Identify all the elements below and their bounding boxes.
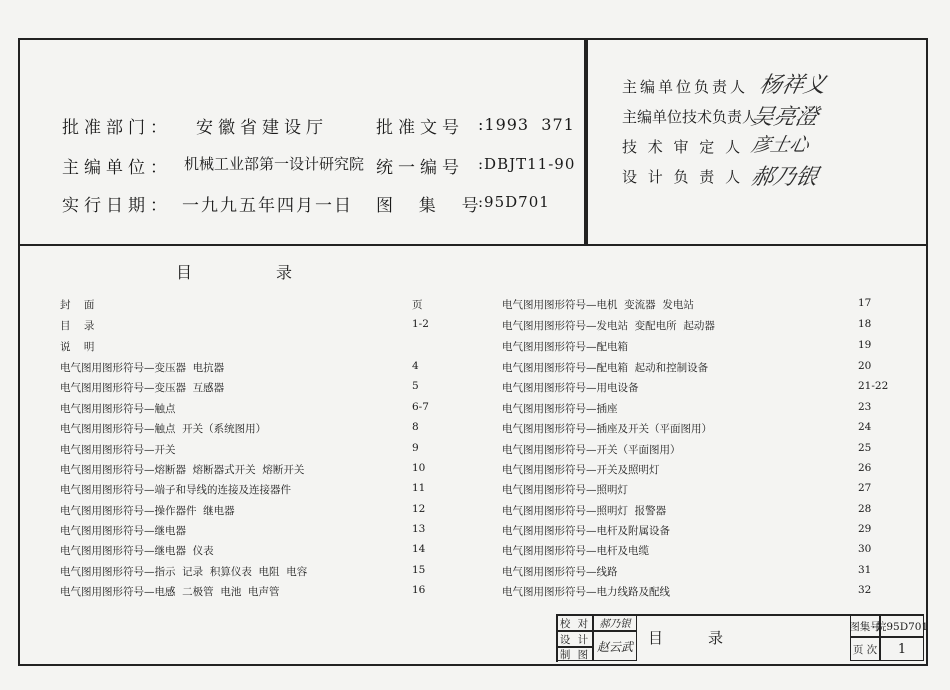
toc-left-name-0: 封 面: [60, 299, 95, 311]
approval-docno-label: 批准文号: [376, 118, 464, 138]
toc-right-page-12: 30: [858, 543, 872, 555]
toc-left-page-8: 10: [412, 462, 426, 474]
titleblock-title-2: 录: [708, 629, 724, 647]
approval-date-label: 实行日期：: [62, 196, 172, 216]
responsible-label-3: 技 术 审 定 人: [622, 138, 744, 156]
approval-code-value: :DBJT11-90: [478, 155, 576, 173]
toc-right-page-7: 25: [858, 442, 872, 454]
toc-left-name-11: 电气图用图形符号—继电器: [60, 525, 186, 537]
toc-right-page-4: 21-22: [858, 380, 889, 392]
toc-left-name-9: 电气图用图形符号—端子和导线的连接及连接器件: [60, 484, 291, 496]
toc-right-name-5: 电气图用图形符号—插座: [502, 403, 618, 415]
toc-right-page-1: 18: [858, 318, 872, 330]
toc-right-page-0: 17: [858, 297, 872, 309]
toc-left-page-5: 6-7: [412, 401, 429, 413]
signature-4: 郝乃银: [748, 165, 821, 190]
toc-right-page-5: 23: [858, 401, 872, 413]
toc-right-name-3: 电气图用图形符号—配电箱 起动和控制设备: [502, 362, 709, 374]
toc-left-name-1: 目 录: [60, 320, 95, 332]
toc-left-name-4: 电气图用图形符号—变压器 互感器: [60, 382, 225, 394]
toc-right-name-9: 电气图用图形符号—照明灯: [502, 484, 628, 496]
check-signature: 郝乃银: [593, 615, 637, 631]
toc-right-name-8: 电气图用图形符号—开关及照明灯: [502, 464, 660, 476]
toc-left-name-14: 电气图用图形符号—电感 二极管 电池 电声管: [60, 586, 280, 598]
design-label: 设 计: [557, 631, 593, 647]
toc-left-page-10: 12: [412, 503, 426, 515]
design-signature: 赵云武: [593, 631, 637, 661]
toc-right-name-7: 电气图用图形符号—开关（平面图用）: [502, 444, 681, 456]
responsible-label-1: 主编单位负责人: [622, 78, 749, 96]
toc-left-name-7: 电气图用图形符号—开关: [60, 444, 176, 456]
check-label: 校 对: [557, 615, 593, 631]
approval-unit-value: 机械工业部第一设计研究院: [184, 155, 365, 173]
toc-left-name-3: 电气图用图形符号—变压器 电抗器: [60, 362, 225, 374]
toc-left-name-2: 说 明: [60, 341, 95, 353]
approval-code-label: 统一编号: [376, 158, 464, 178]
toc-right-name-11: 电气图用图形符号—电杆及附属设备: [502, 525, 670, 537]
toc-right-page-14: 32: [858, 584, 872, 596]
toc-title-1: 目: [176, 263, 193, 282]
signature-2: 吴亮澄: [748, 105, 821, 130]
toc-right-page-11: 29: [858, 523, 872, 535]
toc-right-page-8: 26: [858, 462, 872, 474]
toc-left-name-13: 电气图用图形符号—指示 记录 积算仪表 电阻 电容: [60, 566, 308, 578]
toc-left-name-8: 电气图用图形符号—熔断器 熔断器式开关 熔断开关: [60, 464, 305, 476]
atlas-no-label: 图集号: [850, 615, 880, 637]
signature-1: 杨祥义: [756, 73, 829, 98]
toc-left-page-14: 16: [412, 584, 426, 596]
toc-left-name-12: 电气图用图形符号—继电器 仪表: [60, 545, 214, 557]
approval-atlas-value: :95D701: [478, 193, 550, 211]
toc-right-name-14: 电气图用图形符号—电力线路及配线: [502, 586, 670, 598]
toc-title-2: 录: [276, 263, 293, 282]
atlas-no-value: 皖95D701: [880, 615, 924, 637]
toc-right-name-0: 电气图用图形符号—电机 变流器 发电站: [502, 299, 694, 311]
page-no-value: 1: [880, 637, 924, 661]
titleblock-title-1: 目: [648, 629, 664, 647]
approval-date-value: 一九九五年四月一日: [182, 196, 353, 216]
toc-right-name-10: 电气图用图形符号—照明灯 报警器: [502, 505, 667, 517]
approval-dept-value: 安徽省建设厅: [196, 118, 328, 138]
toc-left-page-6: 8: [412, 421, 419, 433]
toc-right-name-4: 电气图用图形符号—用电设备: [502, 382, 639, 394]
approval-atlas-label: 图 集 号: [376, 196, 484, 216]
toc-right-name-6: 电气图用图形符号—插座及开关（平面图用）: [502, 423, 712, 435]
toc-right-name-12: 电气图用图形符号—电杆及电缆: [502, 545, 649, 557]
toc-left-page-3: 4: [412, 360, 419, 372]
approval-dept-label: 批准部门：: [62, 118, 172, 138]
toc-right-name-2: 电气图用图形符号—配电箱: [502, 341, 628, 353]
toc-left-page-12: 14: [412, 543, 426, 555]
toc-right-page-9: 27: [858, 482, 872, 494]
toc-right-name-1: 电气图用图形符号—发电站 变配电所 起动器: [502, 320, 715, 332]
toc-left-name-6: 电气图用图形符号—触点 开关（系统图用）: [60, 423, 267, 435]
responsible-label-4: 设 计 负 责 人: [622, 168, 744, 186]
toc-left-name-5: 电气图用图形符号—触点: [60, 403, 176, 415]
toc-left-page-13: 15: [412, 564, 426, 576]
draw-label: 制 图: [557, 647, 593, 661]
approval-docno-value: :1993 371: [478, 115, 575, 134]
toc-right-page-6: 24: [858, 421, 872, 433]
toc-left-page-9: 11: [412, 482, 426, 494]
toc-left-name-10: 电气图用图形符号—操作器件 继电器: [60, 505, 235, 517]
toc-left-page-11: 13: [412, 523, 426, 535]
toc-right-name-13: 电气图用图形符号—线路: [502, 566, 618, 578]
toc-right-page-13: 31: [858, 564, 872, 576]
toc-left-page-0: 页: [412, 299, 423, 311]
approval-unit-label: 主编单位：: [62, 158, 172, 178]
toc-left-page-1: 1-2: [412, 318, 429, 330]
page-no-label: 页 次: [850, 637, 880, 661]
toc-left-page-7: 9: [412, 442, 419, 454]
responsible-label-2: 主编单位技术负责人: [622, 108, 758, 126]
toc-left-page-4: 5: [412, 380, 419, 392]
toc-right-page-10: 28: [858, 503, 872, 515]
toc-right-page-3: 20: [858, 360, 872, 372]
toc-right-page-2: 19: [858, 339, 872, 351]
signature-3: 彦土心: [749, 134, 812, 156]
